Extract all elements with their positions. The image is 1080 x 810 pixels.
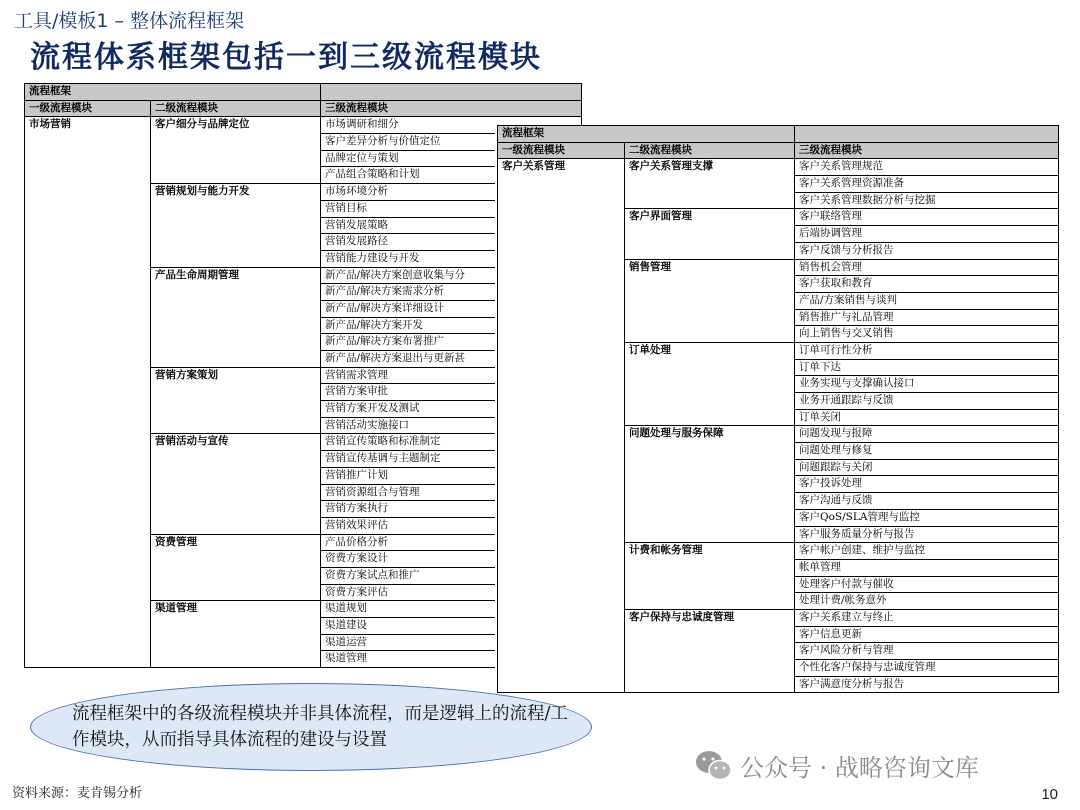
table-row [498,526,1059,543]
level3-cell: 产品/方案销售与谈判 [795,292,1059,309]
table-row [498,443,1059,460]
level1-cell [25,200,151,217]
level3-cell: 后端协调管理 [795,226,1059,243]
source-note: 资料来源：麦肯锡分析 [12,786,143,801]
level1-cell [498,242,625,259]
level2-cell [151,551,321,568]
level2-cell [151,401,321,418]
level1-cell [498,493,625,510]
level3-cell: 产品组合策略和计划 [321,167,582,184]
level2-cell: 客户细分与品牌定位 [151,117,321,134]
level2-cell [625,376,795,393]
watermark-text: 公众号 · 战略咨询文库 [740,754,979,782]
level1-cell [498,393,625,410]
right-process-table [497,125,1059,693]
level1-cell [498,209,625,226]
level2-cell [151,200,321,217]
column-header: 二级流程模块 [625,142,795,159]
level3-cell: 营销推广计划 [321,467,582,484]
column-header: 一级流程模块 [498,142,625,159]
level1-cell [25,401,151,418]
level1-cell [25,467,151,484]
level1-cell [25,234,151,251]
level3-cell: 新产品/解决方案退出与更新甚 [321,351,582,368]
level3-cell: 客户风险分析与管理 [795,643,1059,660]
table-row [498,259,1059,276]
table-row [498,493,1059,510]
level2-cell [151,300,321,317]
level2-cell [151,451,321,468]
level3-cell: 新产品/解决方案开发 [321,317,582,334]
level1-cell [25,351,151,368]
level3-cell: 客户关系管理规范 [795,159,1059,176]
level2-cell [625,593,795,610]
level2-cell [625,292,795,309]
level1-cell: 客户关系管理 [498,159,625,176]
level3-cell: 订单可行性分析 [795,342,1059,359]
level3-cell: 营销宣传策略和标准制定 [321,434,582,451]
level3-cell: 客户帐户创建、维护与监控 [795,543,1059,560]
level1-cell [498,459,625,476]
level2-cell [625,493,795,510]
level2-cell [625,409,795,426]
level2-cell [625,226,795,243]
table-column-header-row [498,142,1059,159]
level3-cell: 营销方案审批 [321,384,582,401]
level2-cell [151,484,321,501]
table-row [498,409,1059,426]
level3-cell: 市场环境分析 [321,184,582,201]
level3-cell: 渠道规划 [321,601,582,618]
level3-cell: 营销发展策略 [321,217,582,234]
level2-cell: 营销活动与宣传 [151,434,321,451]
level2-cell [151,134,321,151]
level3-cell: 客户信息更新 [795,626,1059,643]
level1-cell [498,643,625,660]
level2-cell: 订单处理 [625,342,795,359]
level1-cell [498,376,625,393]
level2-cell [151,234,321,251]
level3-cell: 品牌定位与策划 [321,150,582,167]
level2-cell [151,517,321,534]
level2-cell [625,176,795,193]
level1-cell [498,626,625,643]
level3-cell: 处理客户付款与催收 [795,576,1059,593]
table-frame-header-row [25,84,582,101]
level2-cell [625,643,795,660]
level3-cell: 新产品/解决方案布署推广 [321,334,582,351]
level2-cell: 营销规划与能力开发 [151,184,321,201]
table-row [498,176,1059,193]
watermark [694,748,979,783]
level2-cell [625,326,795,343]
level3-cell: 客户关系管理资源准备 [795,176,1059,193]
level1-cell [498,676,625,693]
level1-cell [498,276,625,293]
level1-cell [25,634,151,651]
level1-cell [498,359,625,376]
level1-cell [25,317,151,334]
level1-cell [498,226,625,243]
table-row [498,509,1059,526]
level2-cell [151,217,321,234]
table-row [498,192,1059,209]
level1-cell [498,509,625,526]
level1-cell [25,618,151,635]
level1-cell [498,426,625,443]
level2-cell [625,192,795,209]
table-row [498,292,1059,309]
level1-cell [498,259,625,276]
level3-cell: 资费方案试点和推广 [321,567,582,584]
table-row [498,393,1059,410]
level1-cell [25,300,151,317]
table-row [498,643,1059,660]
level2-cell [625,443,795,460]
level1-cell [498,559,625,576]
level1-cell [498,292,625,309]
level2-cell [151,351,321,368]
level2-cell: 客户保持与忠诚度管理 [625,609,795,626]
level3-cell: 营销宣传基调与主题制定 [321,451,582,468]
level3-cell: 营销效果评估 [321,517,582,534]
level2-cell [625,626,795,643]
level3-cell: 问题发现与报障 [795,426,1059,443]
level3-cell: 渠道运营 [321,634,582,651]
level2-cell [625,276,795,293]
level3-cell: 问题跟踪与关闭 [795,459,1059,476]
level3-cell: 营销目标 [321,200,582,217]
table-row [498,426,1059,443]
level1-cell [498,609,625,626]
level3-cell: 产品价格分析 [321,534,582,551]
level1-cell [25,451,151,468]
column-header: 三级流程模块 [795,142,1059,159]
level2-cell [151,417,321,434]
level2-cell: 产品生命周期管理 [151,267,321,284]
level1-cell [498,342,625,359]
level2-cell: 营销方案策划 [151,367,321,384]
column-header: 二级流程模块 [151,100,321,117]
level1-cell [25,551,151,568]
table-frame-header-row [498,126,1059,143]
level2-cell [151,384,321,401]
level3-cell: 营销方案执行 [321,501,582,518]
level1-cell [25,484,151,501]
level1-cell [25,567,151,584]
level3-cell: 客户投诉处理 [795,476,1059,493]
level2-cell: 计费和帐务管理 [625,543,795,560]
level3-cell: 业务实现与支撑确认接口 [795,376,1059,393]
level3-cell: 市场调研和细分 [321,117,582,134]
level2-cell [151,501,321,518]
level1-cell [25,150,151,167]
level3-cell: 帐单管理 [795,559,1059,576]
table-row [498,226,1059,243]
level3-cell: 营销活动实施接口 [321,417,582,434]
frame-header-cell: 流程框架 [498,126,795,143]
level2-cell [151,467,321,484]
level1-cell [498,660,625,677]
breadcrumb: 工具/模板1 – 整体流程框架 [14,10,245,32]
level2-cell [151,284,321,301]
level2-cell [151,651,321,668]
level1-cell [498,192,625,209]
level2-cell [151,618,321,635]
level3-cell: 渠道建设 [321,618,582,635]
level3-cell: 营销需求管理 [321,367,582,384]
level1-cell [25,534,151,551]
level2-cell: 渠道管理 [151,601,321,618]
level3-cell: 向上销售与交叉销售 [795,326,1059,343]
level2-cell [625,359,795,376]
table-row [498,559,1059,576]
level2-cell [151,334,321,351]
level1-cell [25,284,151,301]
table-row [498,476,1059,493]
table-row [498,342,1059,359]
column-header: 一级流程模块 [25,100,151,117]
level1-cell [25,134,151,151]
level2-cell [151,167,321,184]
level1-cell [498,526,625,543]
level3-cell: 销售机会管理 [795,259,1059,276]
table-row [498,660,1059,677]
table-row [498,626,1059,643]
level3-cell: 客户联络管理 [795,209,1059,226]
table-row [498,276,1059,293]
level1-cell [25,250,151,267]
level3-cell: 资费方案评估 [321,584,582,601]
column-header: 三级流程模块 [321,100,582,117]
table-row [498,593,1059,610]
level3-cell: 客户沟通与反馈 [795,493,1059,510]
table-row [498,459,1059,476]
level2-cell [151,150,321,167]
level2-cell: 客户界面管理 [625,209,795,226]
level3-cell: 客户QoS/SLA管理与监控 [795,509,1059,526]
table-row [498,359,1059,376]
level3-cell: 处理计费/帐务意外 [795,593,1059,610]
callout-text: 流程框架中的各级流程模块并非具体流程，而是逻辑上的流程/工作模块，从而指导具体流程的建设与设置 [72,704,568,750]
level1-cell [25,601,151,618]
level3-cell: 个性化客户保持与忠诚度管理 [795,660,1059,677]
level1-cell [498,176,625,193]
level2-cell [625,242,795,259]
level1-cell [498,543,625,560]
level3-cell: 资费方案设计 [321,551,582,568]
level1-cell [25,367,151,384]
level1-cell [498,309,625,326]
level3-cell: 客户满意度分析与报告 [795,676,1059,693]
level1-cell [25,417,151,434]
level1-cell [25,334,151,351]
table-row [498,576,1059,593]
level2-cell [625,309,795,326]
table-row [498,326,1059,343]
table-row [498,543,1059,560]
level3-cell: 客户获取和教育 [795,276,1059,293]
table-column-header-row [25,100,582,117]
level3-cell: 新产品/解决方案创意收集与分 [321,267,582,284]
level1-cell [498,576,625,593]
level3-cell: 营销发展路径 [321,234,582,251]
level2-cell [151,634,321,651]
table-row [498,376,1059,393]
level1-cell [498,326,625,343]
level1-cell [25,184,151,201]
table-row [498,609,1059,626]
level3-cell: 新产品/解决方案需求分析 [321,284,582,301]
level3-cell: 客户差异分析与价值定位 [321,134,582,151]
level1-cell [25,517,151,534]
level1-cell [25,501,151,518]
level1-cell [498,443,625,460]
level2-cell [151,584,321,601]
table-row [498,676,1059,693]
frame-header-empty-cell [795,126,1059,143]
table-row [498,242,1059,259]
level1-cell [25,584,151,601]
level1-cell [25,384,151,401]
level3-cell: 问题处理与修复 [795,443,1059,460]
level2-cell [625,576,795,593]
level3-cell: 渠道管理 [321,651,582,668]
level3-cell: 营销能力建设与开发 [321,250,582,267]
level1-cell [25,167,151,184]
level3-cell: 营销资源组合与管理 [321,484,582,501]
level3-cell: 客户反馈与分析报告 [795,242,1059,259]
level3-cell: 新产品/解决方案详细设计 [321,300,582,317]
level1-cell [25,434,151,451]
level3-cell: 业务开通跟踪与反馈 [795,393,1059,410]
page-title: 流程体系框架包括一到三级流程模块 [30,40,542,75]
level1-cell [498,593,625,610]
wechat-icon [694,749,734,783]
level1-cell [25,267,151,284]
level2-cell [625,509,795,526]
page-number: 10 [1041,786,1058,803]
frame-header-empty-cell [321,84,582,101]
table-row [498,309,1059,326]
level3-cell: 客户服务质量分析与报告 [795,526,1059,543]
level2-cell [625,393,795,410]
table-row [498,159,1059,176]
level2-cell [625,676,795,693]
level3-cell: 营销方案开发及测试 [321,401,582,418]
table-row [498,209,1059,226]
level2-cell [625,459,795,476]
level3-cell: 订单关闭 [795,409,1059,426]
level1-cell [25,651,151,668]
level2-cell [625,526,795,543]
level2-cell [625,476,795,493]
level3-cell: 订单下达 [795,359,1059,376]
level1-cell: 市场营销 [25,117,151,134]
level3-cell: 客户关系管理数据分析与挖掘 [795,192,1059,209]
level2-cell: 客户关系管理支撑 [625,159,795,176]
level2-cell [151,250,321,267]
level2-cell [625,559,795,576]
level1-cell [25,217,151,234]
level1-cell [498,476,625,493]
level2-cell: 资费管理 [151,534,321,551]
level2-cell: 问题处理与服务保障 [625,426,795,443]
level1-cell [498,409,625,426]
frame-header-cell: 流程框架 [25,84,321,101]
level3-cell: 销售推广与礼品管理 [795,309,1059,326]
level2-cell [151,317,321,334]
level2-cell: 销售管理 [625,259,795,276]
level2-cell [625,660,795,677]
level2-cell [151,567,321,584]
level3-cell: 客户关系建立与终止 [795,609,1059,626]
